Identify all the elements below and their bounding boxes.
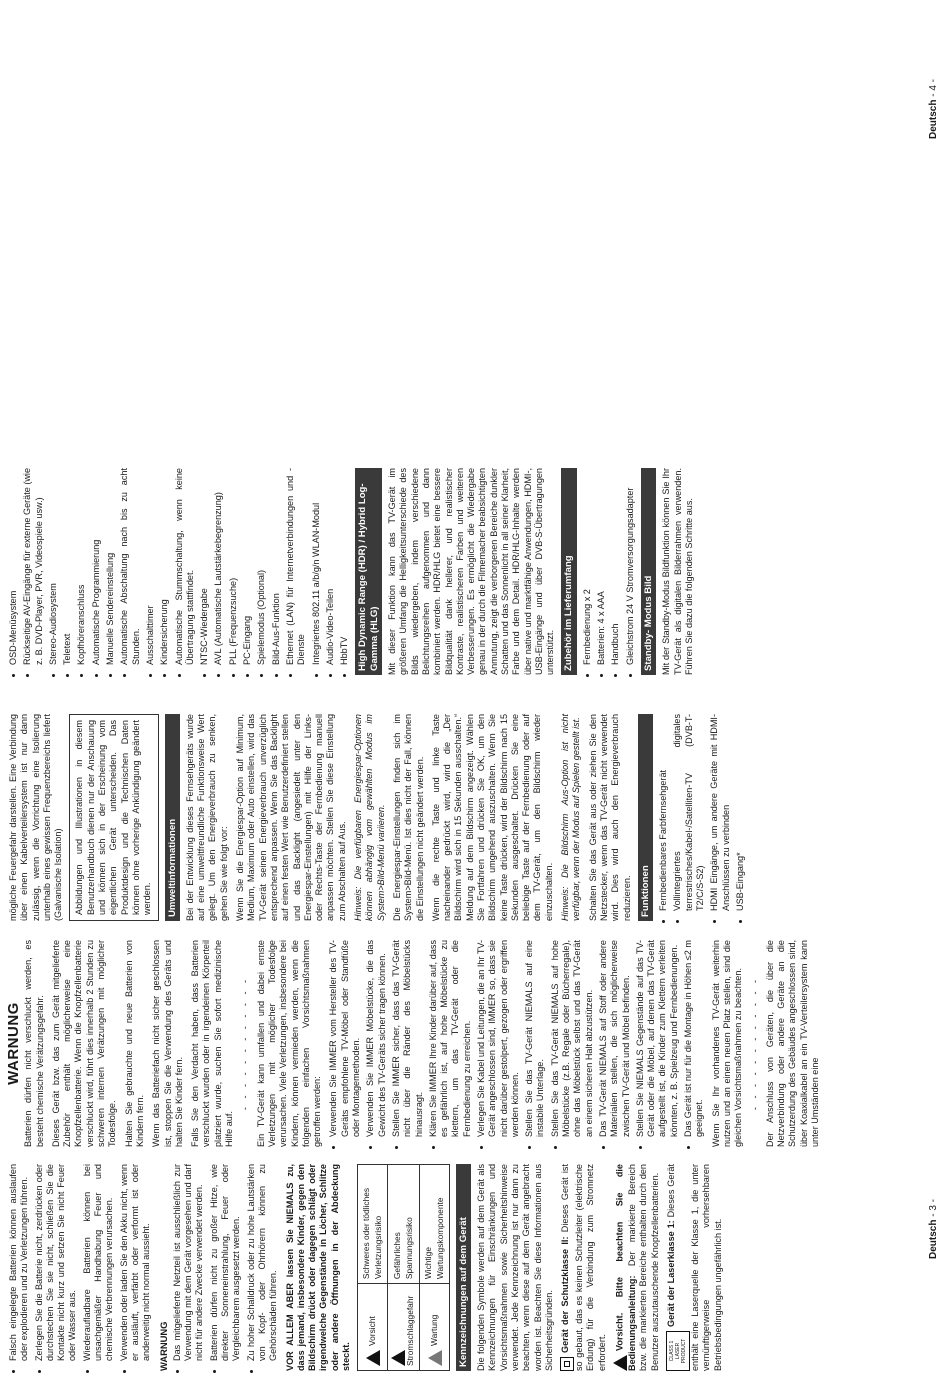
footer-language: Deutsch	[928, 1219, 939, 1259]
class2-square-icon	[560, 1357, 574, 1371]
footer-language: Deutsch	[928, 99, 939, 139]
features-bullets	[8, 468, 350, 675]
list-item: • Vollintegriertes digitales terrestrisches/Kabel-/Satelliten-TV (DVB-T-T2/C/S-S2)	[672, 714, 706, 911]
list-item: • Ausschalttimer	[145, 468, 156, 665]
list-item: • Stellen Sie IMMER sicher, dass das TV-Gerät nicht über die Ränder des Möbelstücks hinausragt.	[391, 940, 425, 1137]
page4-footer	[928, 79, 939, 139]
symbol-desc: Schweres oder tödliches Verletzungsrisiko	[358, 1165, 388, 1284]
caution-paragraph: Vorsicht. Bitte beachten Sie die Bedienungsanleitung: Der markierte Bereich bzw. die markierten Bereiche enthalten durch den Benutzer auszutauschende Knopfzellenbatterien.	[614, 1164, 660, 1371]
page3-footer	[928, 1199, 939, 1259]
paragraph: Bei der Entwicklung dieses Fernsehgeräts wurde auf eine umweltfreundliche Funktionsweise Wert gelegt. Um den Energieverbrauch zu senken, gehen Sie wie folgt vor:	[184, 714, 229, 921]
list-item: • Wiederaufladbare Batterien können bei unsachgemäßer Handhabung Feuer und chemische Verbrennungen verursachen.	[82, 1164, 116, 1361]
paragraph: Dieses Gerät bzw. das zum Gerät mitgelieferte Zubehör enthält möglicherweise eine Knopfzellenbatterie. Wenn die Knopfzellenbatterie verschluckt wird, führt dies innerhalb 2 Stunden zu schweren internen Verätzungen mit möglicher Todesfolge.	[50, 940, 118, 1147]
list-item: • Stellen Sie NIEMALS Gegenstände auf das TV-Gerät oder die Möbel, auf denen das TV-Gerät aufgestellt ist, die Kinder zum Klettern verleiten könnten, z. B. Spielzeug und Fernbedienungen.	[635, 940, 680, 1137]
list-item: • Stereo-Audiosystem	[48, 468, 59, 665]
footer-page-number: - 3 -	[928, 1198, 939, 1217]
list-item: • Zerlegen Sie die Batterie nicht, zerdrücken oder durchstechen Sie sie nicht, schließen Sie die Kontakte nicht kurz und setzen Sie nicht Feuer oder Wasser aus.	[34, 1164, 79, 1361]
list-item: • Batterien dürfen nicht zu großer Hitze, wie direkter Sonneneinstrahlung, Feuer oder Vergleichbarem ausgesetzt werden.	[209, 1164, 243, 1361]
paragraph: Halten Sie gebrauchte und neue Batterien von Kindern fern.	[123, 940, 145, 1147]
footer-page-number: - 4 -	[928, 78, 939, 97]
separator: - - - - - - - - - - - -	[240, 976, 251, 1111]
paragraph: Ein TV-Gerät kann umfallen und dabei ernste Verletzungen mit möglicher Todesfolge verursachen. Viele Verletzungen, insbesondere bei Kindern, können vermieden werden, wenn die folgenden einfachen Vorsichtsmaßnahmen getroffen werden:	[255, 940, 323, 1147]
standby-heading: Standby- Modus Bild	[641, 468, 656, 675]
list-item: • Automatische Stummschaltung, wenn keine Übertragung stattfindet.	[174, 468, 197, 665]
accessories-heading: Zubehör im Lieferumfang	[561, 468, 576, 675]
maintenance-triangle-icon	[428, 1350, 442, 1366]
tipping-bullets	[328, 940, 705, 1147]
paragraph: Mit dieser Funktion kann das TV-Gerät im größeren Umfang die Helligkeitsunterschiede des Bilds wiedergeben, indem verschiedene Belichtungsreihen aufgenommen und dann kombiniert werden. HDR/HLG bietet eine bessere Bildqualität dank hellerer, und realistischer Kontraste, realistischeren Farben und weiteren Verbesserungen. Es ermöglicht die Wiedergabe genau in der durch die Filmemacher beabsichtigten Anmutung, zeigt die verborgenen Bereiche dunkler Schatten und das Sonnenlicht in all seiner Klarheit, Farbe und dem Detail. HDR/HLG-Inhalte werden über native und marktfähige Anwendungen, HDMI-, USB-Eingänge und über DVB-S-Übertragungen unterstützt.	[387, 468, 556, 675]
functions-heading: Funktionen	[638, 714, 653, 921]
marks-intro: Die folgenden Symbole werden auf dem Gerät als Kennzeichnungen für Einschränkungen und Vorsichtsmaßnahmen sowie Sicherheitshinweise verwendet. Jede Kennzeichnung ist nur dann zu beachten, wenn diese auf dem Gerät angebracht worden ist. Beachten Sie diese Informationen aus Sicherheitsgründen.	[476, 1164, 554, 1371]
paragraph: Schalten Sie das Gerät aus oder ziehen Sie den Netzstecker, wenn das TV-Gerät nicht verwendet wird. Dies wird auch den Energieverbrauch reduzieren.	[587, 714, 632, 921]
shock-triangle-icon	[391, 1350, 405, 1366]
battery-bullets	[8, 1164, 153, 1371]
paragraph: Wenn das Batteriefach nicht sicher geschlossen ist, stoppen Sie die Verwendung des Geräts und halten Sie Kinder fern.	[151, 940, 184, 1147]
list-item: • Stellen Sie das TV-Gerät NIEMALS auf eine instabile Unterlage.	[524, 940, 547, 1137]
paragraph: Wenn die rechte Taste und linke Taste nacheinander gedrückt wird, wird die „Der Bildschirm wird sich in 15 Sekunden ausschalten.“ Meldung auf dem Bildschirm angezeigt. Wählen Sie Fortfahren und drücken Sie OK, um den Bildschirm umgehend auszuschalten. Wenn Sie keine Taste drücken, wird der Bildschirm nach 15 Sekunden ausgeschaltet. Drücken Sie eine beliebige Taste auf der Fernbedienung oder auf dem TV-Gerät, um den Bildschirm wieder einzuschalten.	[430, 714, 554, 921]
list-item: • Kopfhöreranschluss	[76, 468, 87, 665]
list-item: • Verwenden Sie IMMER Möbelstücke, die das Gewicht des TV-Geräts sicher tragen können.	[365, 940, 388, 1137]
symbol-desc: Gefährliches Spannungsrisiko	[387, 1165, 419, 1284]
paragraph: Der Anschluss von Geräten, die über die Netzverbindung oder andere Geräte an die Schutzerdung des Gebäudes angeschlossen sind, über Koaxialkabel an ein TV-Verteilersystem kann unter Umständen eine	[764, 940, 820, 1147]
list-item: • Manuelle Sendereinstellung	[105, 468, 116, 665]
list-item: • AVL (Automatische Lautstärkebegrenzung)	[213, 468, 224, 665]
hdr-heading: High Dynamic Range (HDR) / Hybrid Log-Gamma (HLG)	[355, 468, 382, 675]
list-item: • Das mitgelieferte Netzteil ist ausschließlich zur Verwendung mit dem Gerät vorgesehen und darf nicht für andere Zwecke verwendet werden.	[172, 1164, 206, 1361]
separator: - - - - - - - - - - - -	[749, 976, 760, 1111]
paragraph: mögliche Feuergefahr darstellen. Eine Verbindung über einen Kabelverteilersystem ist nur dann zulässig, wenn die Vorrichtung eine Isolierung unterhalb eines gewissen Frequenzbereichs liefert (Galvanische Isolation)	[8, 714, 64, 921]
caution-book-icon	[613, 1355, 627, 1371]
table-row	[387, 1165, 419, 1371]
list-item: • Falsch eingelegte Batterien können auslaufen oder explodieren und zu Verletzungen führen.	[8, 1164, 31, 1361]
list-item: • USB-Eingang*	[735, 714, 746, 911]
table-row	[358, 1165, 388, 1371]
list-item: • NTSC-Wiedergabe	[199, 468, 210, 665]
symbol-label: Vorsicht	[366, 1316, 377, 1346]
list-item: • Stellen Sie das TV-Gerät NIEMALS auf hohe Möbelstücke (z.B. Regale oder Bücherregale), ohne das Möbelstück selbst und das TV-Gerät an einem sicheren Halt abzustützen.	[550, 940, 595, 1137]
bold-warning: VOR ALLEM ABER lassen Sie NIEMALS zu, dass jemand, insbesondere Kinder, gegen den Bildschirm drückt oder dagegen schlägt oder irgendwelche Gegenstände in Löcher, Schlitze oder andere Öffnungen in der Abdeckung steckt.	[284, 1164, 352, 1371]
list-item: • Das TV-Gerät NIEMALS auf Stoff oder andere Materialien stellen, die sich möglicherweise zwischen TV-Gerät und Möbel befinden.	[598, 940, 632, 1137]
list-item: • HbbTV	[339, 468, 350, 665]
list-item: • Das Gerät ist nur für die Montage in Höhen ≤2 m geeignet.	[683, 940, 706, 1137]
marks-heading: Kennzeichnungen auf dem Gerät	[456, 1164, 471, 1371]
illustration-notice-box: Abbildungen und Illustrationen in diesem Benutzerhandbuch dienen nur der Anschauung und können sich in der Erscheinung vom eigentlichen Gerät unterscheiden. Das Produktdesign und die Technischen Daten können ohne vorherige Ankündigung geändert werden.	[69, 714, 158, 921]
list-item: • Audio-Video-Teilen	[325, 468, 336, 665]
list-item: • Handbuch	[610, 468, 621, 665]
list-item: • Rückseitige AV-Eingänge für externe Geräte (wie z. B. DVD-Player, PVR, Videospiele usw.)	[22, 468, 45, 665]
list-item: • Zu hoher Schalldruck oder zu hohe Lautstärken von Kopf- oder Ohrhörern können zu Gehörschäden führen.	[246, 1164, 280, 1361]
page3-column-3	[8, 714, 751, 921]
paragraph: Wenn Sie Ihr vorhandenes TV-Gerät weiterhin nutzen und an einen neuen Platz stellen, sind die gleichen Vorsichtsmaßnahmen zu beachten.	[710, 940, 744, 1147]
list-item: • Verwenden oder laden Sie den Akku nicht, wenn er ausläuft, verfärbt oder verformt ist oder anderweitig nicht normal aussieht.	[119, 1164, 153, 1361]
list-item: • Verlegen Sie Kabel und Leitungen, die an Ihr TV-Gerät angeschlossen sind, IMMER so, dass sie nicht darüber gestolpert, gezogen oder ergriffen werden können.	[476, 940, 521, 1137]
symbol-label: Wartung	[428, 1314, 439, 1346]
list-item: • Automatische Abschaltung nach bis zu acht Stunden.	[119, 468, 142, 665]
table-row	[420, 1165, 450, 1371]
list-item: • Klären Sie IMMER Ihre Kinder darüber auf, dass es gefährlich ist, auf hohe Möbelstücke zu klettern, um das TV-Gerät oder die Fernbedienung zu erreichen.	[428, 940, 473, 1137]
note: Hinweis: Die verfügbaren Energiespar-Optionen können abhängig vom gewählten Modus im System>Bild-Menü variieren.	[353, 714, 386, 921]
page4-column-1	[8, 468, 700, 675]
symbol-label: Stromschlaggefahr	[404, 1295, 415, 1366]
list-item: • Gleichstrom 24 V Stromversorgungsadapter	[625, 468, 636, 665]
list-item: • Verwenden Sie IMMER vom Hersteller des TV-Geräts empfohlene TV-Möbel oder Standfüße oder Montagemethoden.	[328, 940, 362, 1137]
environment-heading: Umweltinformationen	[165, 714, 180, 921]
list-item: • Automatische Programmierung	[91, 468, 102, 665]
paragraph: Mit der Standby-Modus Bildfunktion können Sie Ihr TV-Gerät als digitalen Bilderrahmen verwenden. Führen Sie dazu die folgenden Schritte aus.	[661, 468, 694, 675]
list-item: • Spielemodus (Optional)	[256, 468, 267, 665]
symbol-desc: Wichtige Wartungskomponente	[420, 1165, 450, 1284]
list-item: • PLL (Frequenzsuche)	[228, 468, 239, 665]
paragraph: Wenn Sie die Energiespar-Option auf Minimum, Medium, Maximum oder Auto einstellen, wird das TV-Gerät seinen Energieverbrauch unverzüglich entsprechend anpassen. Wenn Sie das Backlight auf einen festen Wert wie Benutzerdefiniert stellen und das Backlight (angesiedelt unter den Energiespar-Einstellungen) mit Hilfe der Links- oder Rechts-Taste der Fernbedienung manuell anpassen möchten. Stellen Sie diese Einstellung zum Abschalten auf Aus.	[235, 714, 347, 921]
list-item: • Integriertes 802.11 a/b/g/n WLAN-Modul	[311, 468, 322, 665]
page3-column-1	[8, 1164, 729, 1371]
list-item: • OSD-Menüsystem	[8, 468, 19, 665]
list-item: • Ethernet (LAN) für Internetverbindungen und -Dienste	[285, 468, 308, 665]
page3-column-2	[5, 939, 826, 1147]
list-item: • PC-Eingang	[242, 468, 253, 665]
class2-paragraph: Gerät der Schutzklasse II: Dieses Gerät ist so gebaut, das es keinen Schutzleiter (elektrische Erdung) für die Verbindung zum Stromnetz erfordert.	[560, 1164, 607, 1371]
caution-triangle-icon	[366, 1350, 380, 1366]
laser-paragraph: CLASS 1 LASER PRODUCTGerät der Laserklasse 1: Dieses Gerät enthält eine Laserquelle der Klasse 1, die unter vernünftigerweise vorhersehbaren Betriebsbedingungen ungefährlich ist.	[665, 1164, 723, 1371]
list-item: • HDMI Eingänge, um andere Geräte mit HDMI-Anschlüssen zu verbinden	[709, 714, 732, 911]
paragraph: Falls Sie den Verdacht haben, dass Batterien verschluckt wurden oder in irgendeinen Körperteil platziert wurde, suchen Sie sofort medizinische Hilfe auf.	[190, 940, 235, 1147]
list-item: • Fernbedienbares Farbfernsehgerät	[658, 714, 669, 911]
warning-heading: WARNUNG	[157, 1321, 169, 1371]
laser-class-label-icon: CLASS 1 LASER PRODUCT	[666, 1331, 690, 1371]
accessories-bullets	[582, 468, 636, 675]
list-item: • Fernbedienung x 2	[582, 468, 593, 665]
list-item: • Teletext	[62, 468, 73, 665]
warning-title: WARNUNG	[5, 1002, 22, 1085]
note: Hinweis: Die Bildschirm Aus-Option ist nicht verfügbar, wenn der Modus auf Spielen gestellt ist.	[560, 714, 582, 921]
list-item: • Batterien: 4 x AAA	[596, 468, 607, 665]
paragraph: Die Energiespar-Einstellungen finden sich im System>Bild-Menü. Ist dies nicht der Fall, können die Einstellungen nicht geändert werden.	[391, 714, 425, 921]
paragraph: Batterien dürfen nicht verschluckt werden, es besteht chemische Verätzungsgefahr.	[23, 940, 45, 1147]
list-item: • Kindersicherung	[159, 468, 170, 665]
symbol-table	[357, 1164, 449, 1371]
warning-bullets	[172, 1164, 280, 1371]
functions-bullets	[658, 714, 746, 921]
list-item: • Bild-Aus-Funktion	[271, 468, 282, 665]
